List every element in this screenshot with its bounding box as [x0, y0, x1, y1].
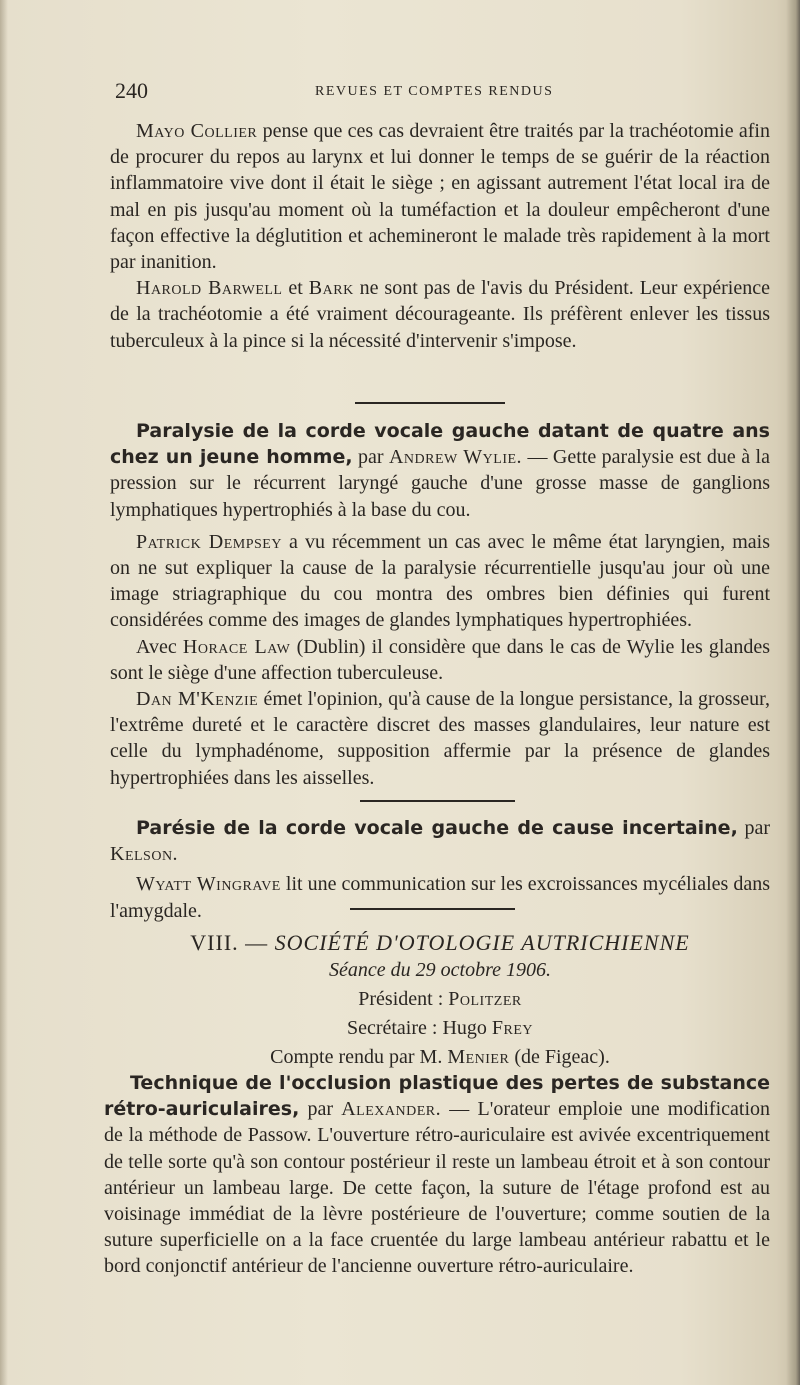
secretaire-line: [110, 1014, 770, 1043]
article-heading: Paralysie de la corde vocale gauche datant de quatre ans chez un jeune homme,: [110, 420, 770, 469]
block-intro: [110, 118, 770, 354]
seance-date: Séance du 29 octobre 1906.: [329, 959, 551, 981]
by-text: par: [352, 446, 389, 469]
compte-label: Compte rendu par M.: [270, 1046, 448, 1068]
by-text: par: [299, 1098, 342, 1121]
compte-name: Menier: [447, 1046, 510, 1068]
paragraph-text: lit une communication sur les excroissances mycéliales dans l'amygdale.: [110, 873, 770, 922]
author-name: Mayo Collier: [136, 120, 258, 142]
separator-rule: [350, 908, 515, 910]
paragraph-barwell: [110, 275, 770, 354]
block-paralysie: [110, 418, 770, 791]
paragraph-heading: [110, 418, 770, 523]
article-heading: Technique de l'occlusion plastique des pertes de substance rétro-auriculaires,: [104, 1072, 770, 1121]
paragraph-text: (Dublin) il considère que dans le cas de Wylie les glandes sont le siège d'une affection tuberculeuse.: [110, 635, 771, 684]
paragraph-text: a vu récemment un cas avec le même état laryngien, mais on ne sut expliquer la cause de la paralysie récurrentielle jusqu'au jour où une image striagraphique du cou montra des ombres bien définies qui furent considérées comme des images de glandes lymphatiques hypertrophiées.: [110, 530, 771, 632]
conjunction-text: et: [282, 277, 309, 300]
president-line: [110, 985, 770, 1014]
paragraph-text: ne sont pas de l'avis du Président. Leur expérience de la trachéotomie a été vraiment décourageante. Ils préfèrent enlever les tissus tuberculeux à la pince si la nécessité d'intervenir s'impose.: [110, 277, 770, 352]
section-name: SOCIÉTÉ D'OTOLOGIE AUTRICHIENNE: [274, 930, 690, 955]
paragraph-wingrave: [110, 871, 770, 923]
author-name: Wyatt Wingrave: [136, 873, 281, 896]
paragraph-text: émet l'opinion, qu'à cause de la longue persistance, la grosseur, l'extrême dureté et le caractère discret des masses glandulaires, leur nature est celle du lymphadénome, supposition affermie par la présence de glandes hypertrophiées dans les aisselles.: [110, 688, 770, 789]
separator-rule: [355, 402, 505, 404]
compte-place: (de Figeac).: [509, 1046, 610, 1068]
paragraph-law: [110, 634, 770, 686]
president-label: Président :: [358, 988, 449, 1010]
paragraph-heading: [110, 815, 770, 867]
paragraph-heading: [104, 1070, 770, 1280]
author-name: Harold Barwell: [136, 277, 283, 300]
section-number: VIII. —: [190, 930, 275, 955]
paragraph-text: — Gette paralysie est due à la pression sur le récurrent laryngé gauche d'une grosse masse de ganglions lymphatiques hypertrophiés à la base du cou.: [110, 446, 770, 521]
author-name: Bark: [308, 277, 354, 300]
page-number: 240: [115, 78, 148, 103]
page-edge-shadow: [786, 0, 800, 1385]
gutter-shadow: [0, 0, 8, 1385]
author-name: Andrew Wylie.: [388, 446, 523, 469]
author-name: Alexander.: [341, 1098, 442, 1121]
paragraph-text: Avec: [136, 635, 183, 658]
block-technique: [104, 1070, 770, 1280]
secretaire-label: Secrétaire : Hugo: [346, 1017, 492, 1039]
paragraph-text: — L'orateur emploie une modification de la méthode de Passow. L'ouverture rétro-auriculaire est avivée excentriquement de telle sorte qu'à son contour postérieur il reste un lambeau étroit et à son contour antérieur un lambeau large. De cette façon, la suture de l'étage profond est au voisinage immédiat de la lèvre postérieure de l'ouverture; comme soutien de la suture superficielle on a la face cruentée du large lambeau antérieur rabattu et le bord conjonctif antérieur de l'ancienne ouverture rétro-auriculaire.: [104, 1098, 771, 1278]
by-text: par: [737, 817, 770, 839]
author-name: Kelson.: [110, 843, 179, 866]
page-header: [115, 78, 775, 108]
paragraph-mkenzie: [110, 686, 770, 791]
separator-rule: [360, 800, 515, 802]
president-name: Politzer: [448, 988, 522, 1010]
author-name: Dan M'Kenzie: [136, 688, 259, 711]
paragraph-collier: [110, 118, 770, 275]
section-header: [110, 930, 770, 1072]
compte-rendu-line: [110, 1043, 770, 1072]
section-title: [110, 930, 770, 956]
author-name: Patrick Dempsey: [136, 530, 282, 553]
article-heading: Parésie de la corde vocale gauche de cause incertaine,: [136, 817, 738, 839]
running-head: REVUES ET COMPTES RENDUS: [315, 84, 554, 99]
author-name: Horace Law: [182, 635, 291, 658]
paragraph-dempsey: [110, 529, 770, 634]
paragraph-text: pense que ces cas devraient être traités par la trachéotomie afin de procurer du repos au larynx et lui donner le temps de se guérir de la réaction inflammatoire vive dont il était le siège ; en agissant autrement l'état local ira de mal en pis jusqu'au moment où la tuméfaction et la douleur empêcheront d'une façon effective la déglutition et achemineront le malade très rapidement à la mort par inanition.: [110, 120, 770, 274]
secretaire-name: Frey: [491, 1017, 534, 1039]
